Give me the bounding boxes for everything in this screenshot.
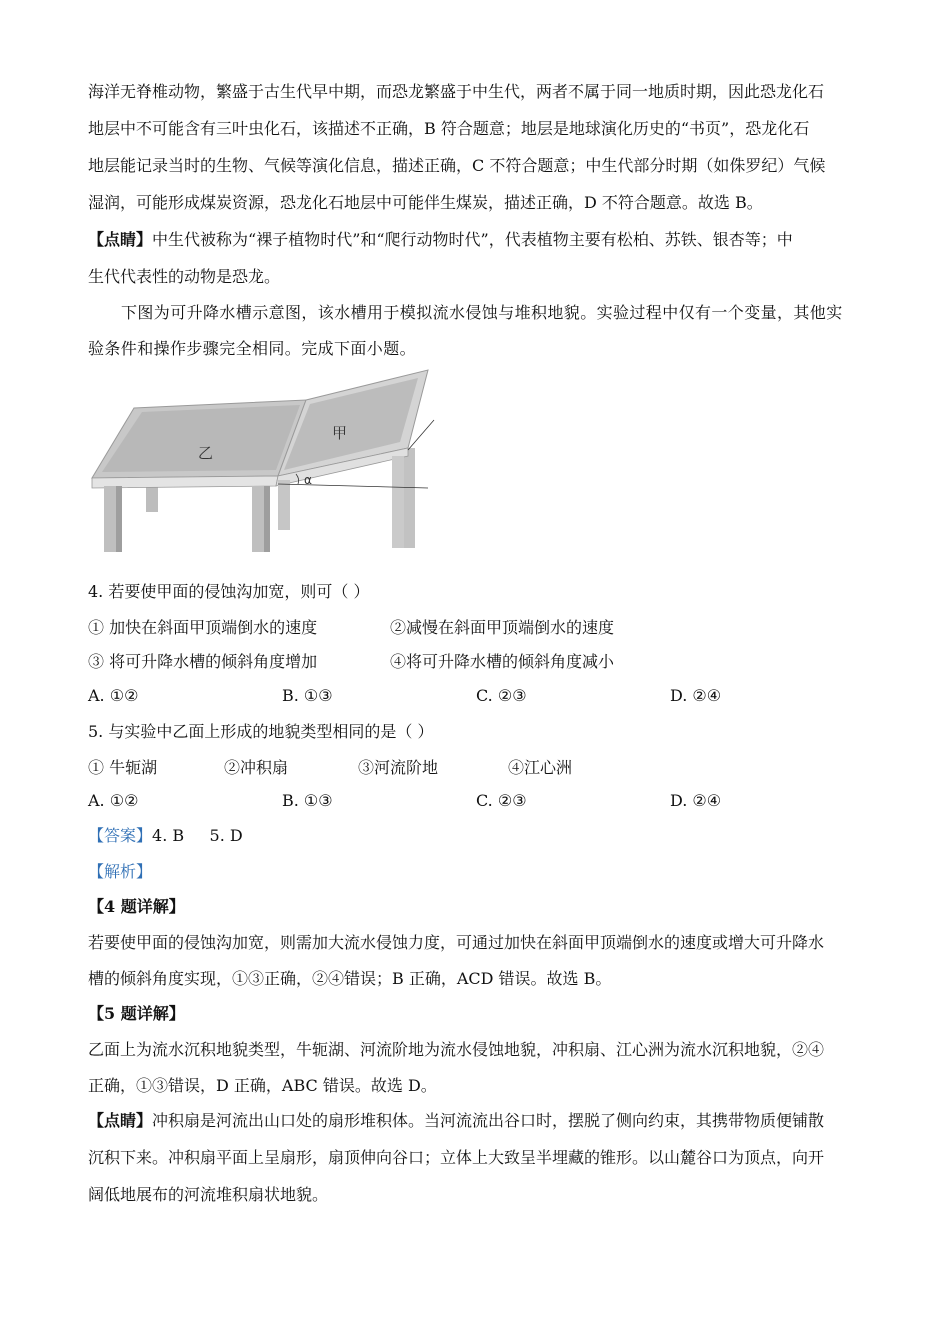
q4-item-4: ④将可升降水槽的倾斜角度减小: [390, 652, 615, 671]
water-tank-figure: [88, 368, 448, 554]
intro-line-4: 湿润，可能形成煤炭资源，恐龙化石地层中可能伴生煤炭，描述正确，D 不符合题意。故选 B。: [88, 193, 763, 212]
point-note-1-line-2: 生代代表性的动物是恐龙。: [88, 267, 281, 286]
answer-text: 4. B 5. D: [152, 826, 243, 845]
q4-item-2: ②减慢在斜面甲顶端倒水的速度: [390, 618, 615, 637]
q5-item-2: ②冲积扇: [224, 758, 289, 777]
tank-leg: [278, 480, 290, 530]
d5-line-1: 乙面上为流水沉积地貌类型，牛轭湖、河流阶地为流水侵蚀地貌，冲积扇、江心洲为流水沉积地貌，②④: [88, 1040, 825, 1059]
q4-option-b: B. ①③: [282, 686, 333, 705]
q4-item-1: ① 加快在斜面甲顶端倒水的速度: [88, 618, 318, 637]
intro-line-3: 地层能记录当时的生物、气候等演化信息，描述正确，C 不符合题意；中生代部分时期（如侏罗纪）气候: [88, 156, 826, 175]
label-alpha: α: [304, 473, 312, 487]
point-note-1: [88, 230, 868, 250]
q5-item-4: ④江心洲: [508, 758, 573, 777]
tank-leg: [264, 486, 270, 552]
stem-line-2: 验条件和操作步骤完全相同。完成下面小题。: [88, 339, 417, 358]
stem-line-1: 下图为可升降水槽示意图，该水槽用于模拟流水侵蚀与堆积地貌。实验过程中仅有一个变量，其他实: [121, 303, 843, 322]
point-text: 中生代被称为“裸子植物时代”和“爬行动物时代”，代表植物主要有松柏、苏铁、银杏等；中: [152, 230, 793, 249]
point-note-2-line-3: 阔低地展布的河流堆积扇状地貌。: [88, 1185, 329, 1204]
tank-leg: [392, 456, 404, 548]
answer-tag: 【答案】: [88, 826, 153, 845]
q5-option-d: D. ②④: [670, 791, 722, 810]
q4-option-c: C. ②③: [476, 686, 527, 705]
point-text: 冲积扇是河流出山口处的扇形堆积体。当河流流出谷口时，摆脱了侧向约束，其携带物质便铺散: [152, 1111, 825, 1130]
q5-stem: 5. 与实验中乙面上形成的地貌类型相同的是（ ）: [88, 722, 434, 741]
d5-line-2: 正确，①③错误，D 正确，ABC 错误。故选 D。: [88, 1076, 437, 1095]
q4-option-d: D. ②④: [670, 686, 722, 705]
intro-line-1: 海洋无脊椎动物，繁盛于古生代早中期，而恐龙繁盛于中生代，两者不属于同一地质时期，因此恐龙化石: [88, 82, 825, 101]
point-tag: 【点睛】: [88, 1111, 153, 1130]
q4-item-3: ③ 将可升降水槽的倾斜角度增加: [88, 652, 318, 671]
tank-leg: [116, 486, 122, 552]
analysis-tag: 【解析】: [88, 862, 153, 881]
d4-line-2: 槽的倾斜角度实现，①③正确，②④错误；B 正确，ACD 错误。故选 B。: [88, 969, 612, 988]
label-jia: 甲: [332, 424, 348, 442]
q5-option-c: C. ②③: [476, 791, 527, 810]
point-note-2-line-2: 沉积下来。冲积扇平面上呈扇形，扇顶伸向谷口；立体上大致呈半埋藏的锥形。以山麓谷口为顶点，向开: [88, 1148, 825, 1167]
q5-option-b: B. ①③: [282, 791, 333, 810]
q5-option-a: A. ①②: [88, 791, 139, 810]
d4-line-1: 若要使甲面的侵蚀沟加宽，则需加大流水侵蚀力度，可通过加快在斜面甲顶端倒水的速度或增大可升降水: [88, 933, 825, 952]
point-tag: 【点睛】: [88, 230, 153, 249]
q5-item-3: ③河流阶地: [358, 758, 439, 777]
d5-title: 【5 题详解】: [88, 1004, 185, 1023]
q5-item-1: ① 牛轭湖: [88, 758, 158, 777]
d4-title: 【4 题详解】: [88, 897, 185, 916]
point-note-2: [88, 1111, 868, 1131]
answer-line: [88, 826, 868, 846]
intro-line-2: 地层中不可能含有三叶虫化石，该描述不正确，B 符合题意；地层是地球演化历史的“书页”，恐龙化石: [88, 119, 810, 138]
tank-leg: [403, 448, 415, 548]
label-yi: 乙: [198, 444, 214, 462]
q4-stem: 4. 若要使甲面的侵蚀沟加宽，则可（ ）: [88, 582, 370, 601]
q4-option-a: A. ①②: [88, 686, 139, 705]
